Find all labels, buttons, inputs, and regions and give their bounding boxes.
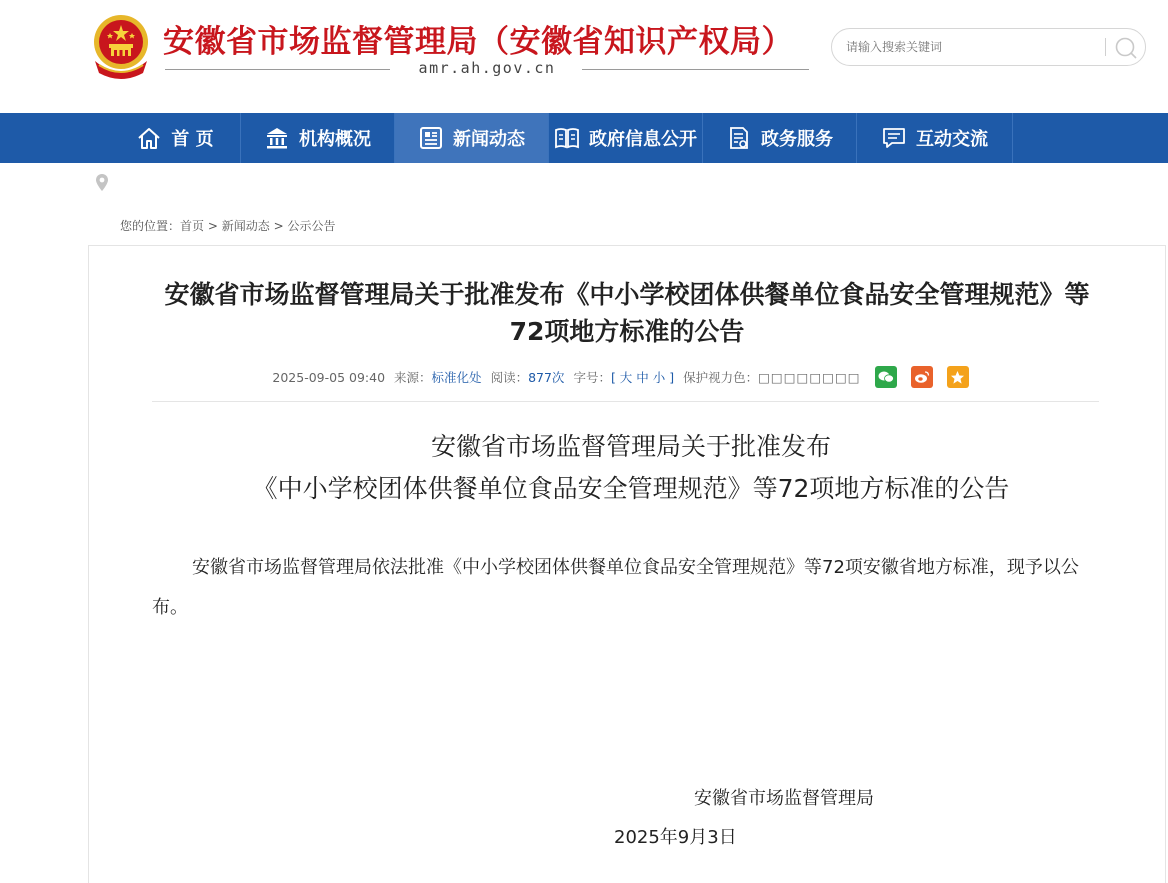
main-nav [0, 113, 1168, 163]
breadcrumb-item-news[interactable]: 新闻动态 [221, 219, 270, 233]
site-title[interactable]: 安徽省市场监督管理局（安徽省知识产权局） [163, 24, 793, 60]
nav-item-services[interactable] [703, 113, 857, 163]
book-icon [554, 125, 580, 151]
eye-care-colors[interactable]: □□□□□□□□ [758, 370, 861, 385]
chat-icon [881, 125, 907, 151]
search-input[interactable] [846, 37, 1096, 57]
favorite-star-icon[interactable] [947, 366, 969, 388]
nav-item-label: 互动交流 [916, 129, 988, 150]
article-reads [491, 368, 565, 386]
breadcrumb-item-notices[interactable]: 公示公告 [287, 219, 336, 233]
body-title [150, 426, 1112, 510]
font-size-control [573, 368, 674, 386]
national-emblem-logo [87, 11, 155, 81]
eye-care-control [683, 368, 861, 386]
search-box [831, 28, 1146, 66]
service-doc-icon [726, 125, 752, 151]
nav-item-label: 机构概况 [299, 129, 371, 150]
site-domain: amr.ah.gov.cn [418, 59, 556, 77]
search-icon[interactable] [1113, 35, 1139, 61]
body-title-line-1: 安徽省市场监督管理局关于批准发布 [430, 432, 831, 461]
article-paragraph: 安徽省市场监督管理局依法批准《中小学校团体供餐单位食品安全管理规范》等72项安徽省地方标准，现予以公布。 [152, 557, 1079, 618]
breadcrumb-item-home[interactable]: 首页 [180, 219, 205, 233]
article-meta [150, 366, 1100, 388]
reads-value: 877次 [528, 370, 565, 385]
breadcrumb-separator: > [207, 219, 218, 233]
nav-item-institution[interactable] [241, 113, 395, 163]
search-divider [1105, 38, 1106, 56]
site-header [0, 0, 1168, 113]
nav-item-home[interactable] [110, 113, 241, 163]
signature-date: 2025年9月3日 [614, 827, 737, 848]
institution-icon [264, 125, 290, 151]
font-size-options[interactable]: [ 大 中 小 ] [610, 370, 675, 385]
article-title: 安徽省市场监督管理局关于批准发布《中小学校团体供餐单位食品安全管理规范》等72项地方标准的公告 [164, 280, 1090, 346]
meta-divider [152, 401, 1099, 402]
title-divider-left [165, 69, 390, 70]
nav-item-label: 新闻动态 [453, 129, 525, 150]
signature-organization: 安徽省市场监督管理局 [694, 788, 874, 809]
home-icon [136, 125, 162, 151]
breadcrumb-prefix: 您的位置： [120, 219, 181, 233]
eye-care-label: 保护视力色： [683, 370, 759, 385]
font-size-label: 字号： [573, 370, 611, 385]
nav-item-label: 首 页 [171, 129, 214, 150]
nav-item-gov-info[interactable] [549, 113, 703, 163]
nav-item-news[interactable] [395, 113, 549, 163]
nav-item-label: 政府信息公开 [589, 129, 697, 150]
wechat-share-icon[interactable] [875, 366, 897, 388]
title-divider-right [582, 69, 809, 70]
news-icon [418, 125, 444, 151]
source-label: 来源： [394, 370, 432, 385]
breadcrumb-separator: > [273, 219, 284, 233]
article-datetime: 2025-09-05 09:40 [272, 369, 386, 385]
body-title-line-2: 《中小学校团体供餐单位食品安全管理规范》等72项地方标准的公告 [252, 474, 1010, 503]
article-source [394, 368, 482, 386]
source-value: 标准化处 [431, 370, 482, 385]
breadcrumb [120, 217, 336, 234]
nav-item-interaction[interactable] [857, 113, 1013, 163]
location-pin-icon [95, 173, 109, 192]
weibo-share-icon[interactable] [911, 366, 933, 388]
nav-item-label: 政务服务 [761, 129, 833, 150]
reads-label: 阅读： [490, 370, 529, 385]
